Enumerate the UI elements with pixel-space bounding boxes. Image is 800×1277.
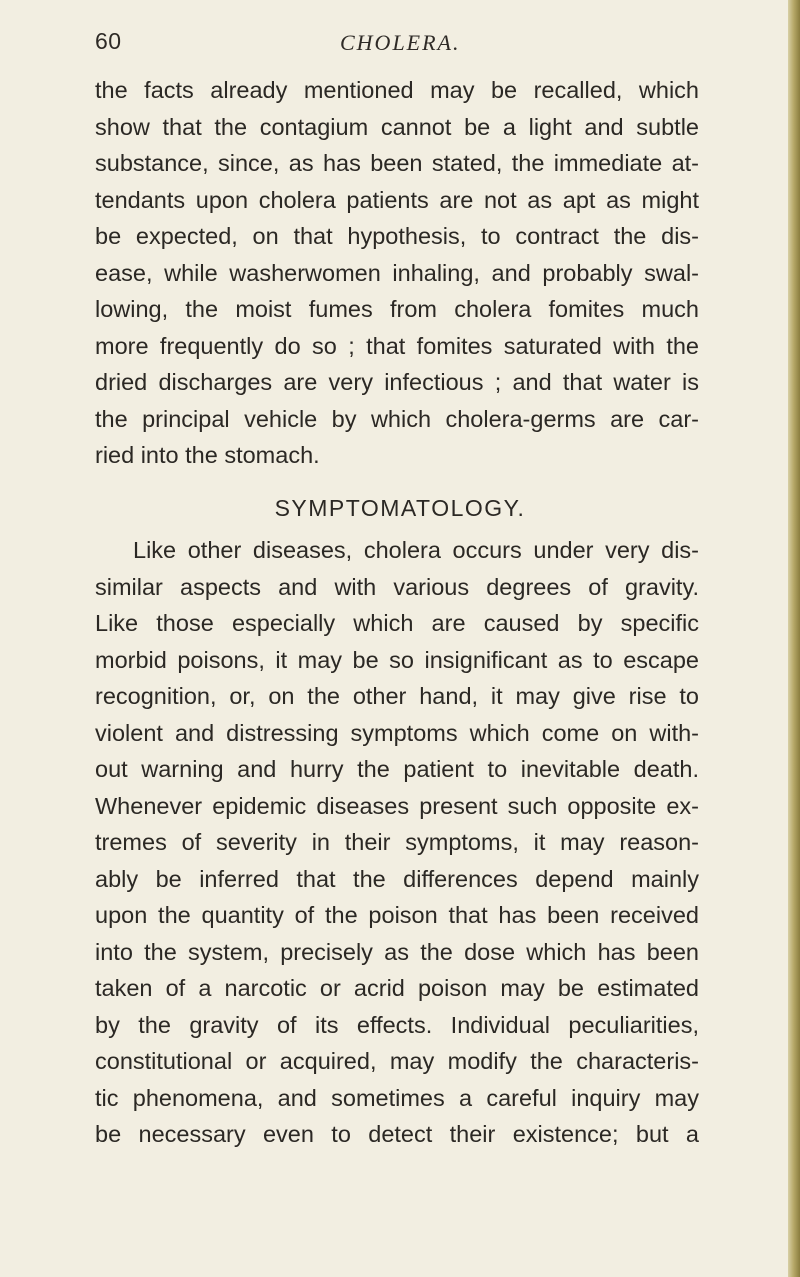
text-line: be expected, on that hypothesis, to contract the dis- [95,223,699,249]
text-line: Like other diseases, cholera occurs under very dis- [133,537,699,563]
text-line: morbid poisons, it may be so insignificant as to escape [95,646,699,673]
text-line: substance, since, as has been stated, the immediate at- [95,150,699,176]
text-line: ease, while washerwomen inhaling, and probably swal- [95,259,699,286]
text-line: be necessary even to detect their existence; but a [95,1121,699,1147]
text-line: tremes of severity in their symptoms, it may reason- [95,829,699,855]
text-line: violent and distressing symptoms which come on with- [95,719,699,746]
paragraph-symptomatology [95,532,699,1153]
text-line: Like those especially which are caused by specific [95,610,699,636]
text-line: upon the quantity of the poison that has been received [95,902,699,928]
section-heading: SYMPTOMATOLOGY. [274,495,526,521]
running-head-title: CHOLERA. [340,30,461,55]
text-line: recognition, or, on the other hand, it may give rise to [95,683,699,709]
text-line: by the gravity of its effects. Individual peculiarities, [95,1011,699,1038]
text-line: lowing, the moist fumes from cholera fomites much [95,296,699,322]
text-line: tic phenomena, and sometimes a careful inquiry may [95,1084,699,1111]
page-edge [788,0,800,1277]
page-number: 60 [95,28,122,54]
text-line: ably be inferred that the differences depend mainly [95,865,699,892]
text-line: Whenever epidemic diseases present such opposite ex- [95,792,699,819]
text-line: taken of a narcotic or acrid poison may be estimated [95,975,699,1001]
text-line: the facts already mentioned may be recalled, which [95,77,699,103]
text-line: show that the contagium cannot be a light and subtle [95,113,699,140]
text-line: tendants upon cholera patients are not as apt as might [95,186,699,213]
running-head [95,28,705,58]
paragraph-contagium [95,72,699,474]
text-line: out warning and hurry the patient to inevitable death. [95,756,699,782]
text-line: the principal vehicle by which cholera-germs are car- [95,405,699,432]
text-line: more frequently do so ; that fomites saturated with the [95,332,699,359]
text-line: ried into the stomach. [95,442,320,468]
text-line: constitutional or acquired, may modify the characteris- [95,1048,699,1074]
text-line: similar aspects and with various degrees of gravity. [95,573,699,600]
text-line: dried discharges are very infectious ; and that water is [95,369,699,395]
text-line: into the system, precisely as the dose which has been [95,938,699,965]
